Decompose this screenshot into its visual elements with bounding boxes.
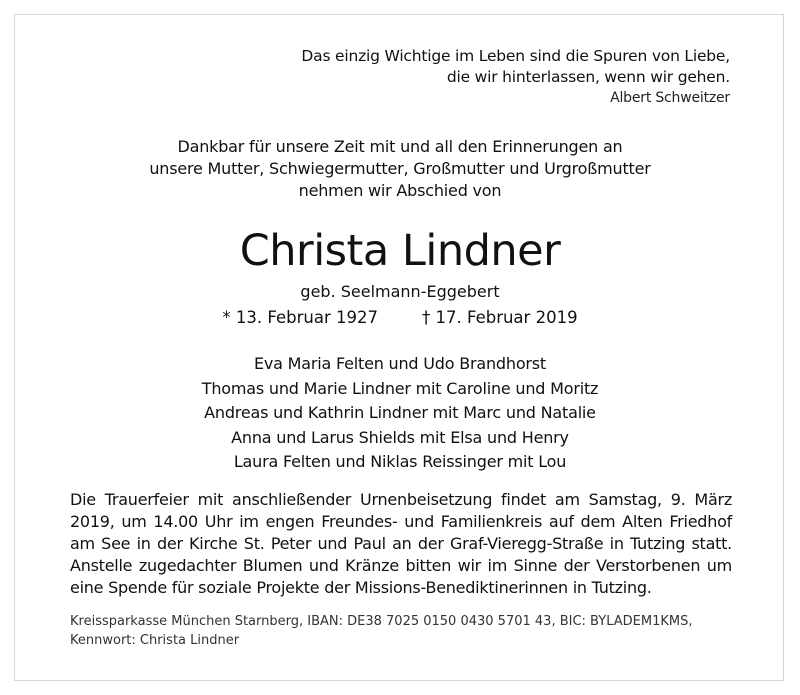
intro-line: Dankbar für unsere Zeit mit und all den Erinnerungen an: [177, 137, 623, 156]
mourner-line: Eva Maria Felten und Udo Brandhorst: [254, 354, 546, 373]
intro-text: [0, 136, 800, 202]
bank-keyword: Kennwort: Christa Lindner: [70, 633, 240, 648]
birth-name: geb. Seelmann-Eggebert: [300, 282, 500, 301]
deceased-name: Christa Lindner: [239, 226, 561, 276]
mourners-list: [0, 352, 800, 475]
mourner-line: Andreas und Kathrin Lindner mit Marc und Natalie: [204, 403, 596, 422]
life-dates: [0, 306, 800, 330]
birth-date: * 13. Februar 1927: [222, 308, 378, 327]
quote-author: Albert Schweitzer: [610, 90, 730, 106]
intro-line: nehmen wir Abschied von: [298, 181, 502, 200]
mourner-line: Laura Felten und Niklas Reissinger mit Lou: [233, 452, 567, 471]
quote-line: die wir hinterlassen, wenn wir gehen.: [446, 68, 730, 86]
mourner-line: Thomas und Marie Lindner mit Caroline und Moritz: [201, 378, 599, 398]
quote-line: Das einzig Wichtige im Leben sind die Spuren von Liebe,: [301, 47, 730, 65]
funeral-notice-text: Die Trauerfeier mit anschließender Urnenbeisetzung findet am Samstag, 9. März 2019, um 14.00 Uhr im engen Freundes- und Familienkreis auf dem Alten Friedhof am See in der Kirche St. Peter und Paul an der Graf-Vieregg-Straße in Tutzing statt. Anstelle zugedachter Blumen und Kränze bitten wir im Sinne der Verstorbenen um eine Spende für soziale Projekte der Missions-Benediktinerinnen in Tutzing.: [70, 490, 732, 597]
epigraph-quote: [301, 46, 730, 109]
death-date: † 17. Februar 2019: [422, 308, 578, 327]
intro-line: unsere Mutter, Schwiegermutter, Großmutter und Urgroßmutter: [149, 159, 651, 178]
bank-details: [70, 612, 732, 650]
bank-line: Kreissparkasse München Starnberg, IBAN: DE38 7025 0150 0430 5701 43, BIC: BYLADEM1KMS,: [70, 614, 693, 629]
mourner-line: Anna und Larus Shields mit Elsa und Henry: [231, 427, 569, 447]
